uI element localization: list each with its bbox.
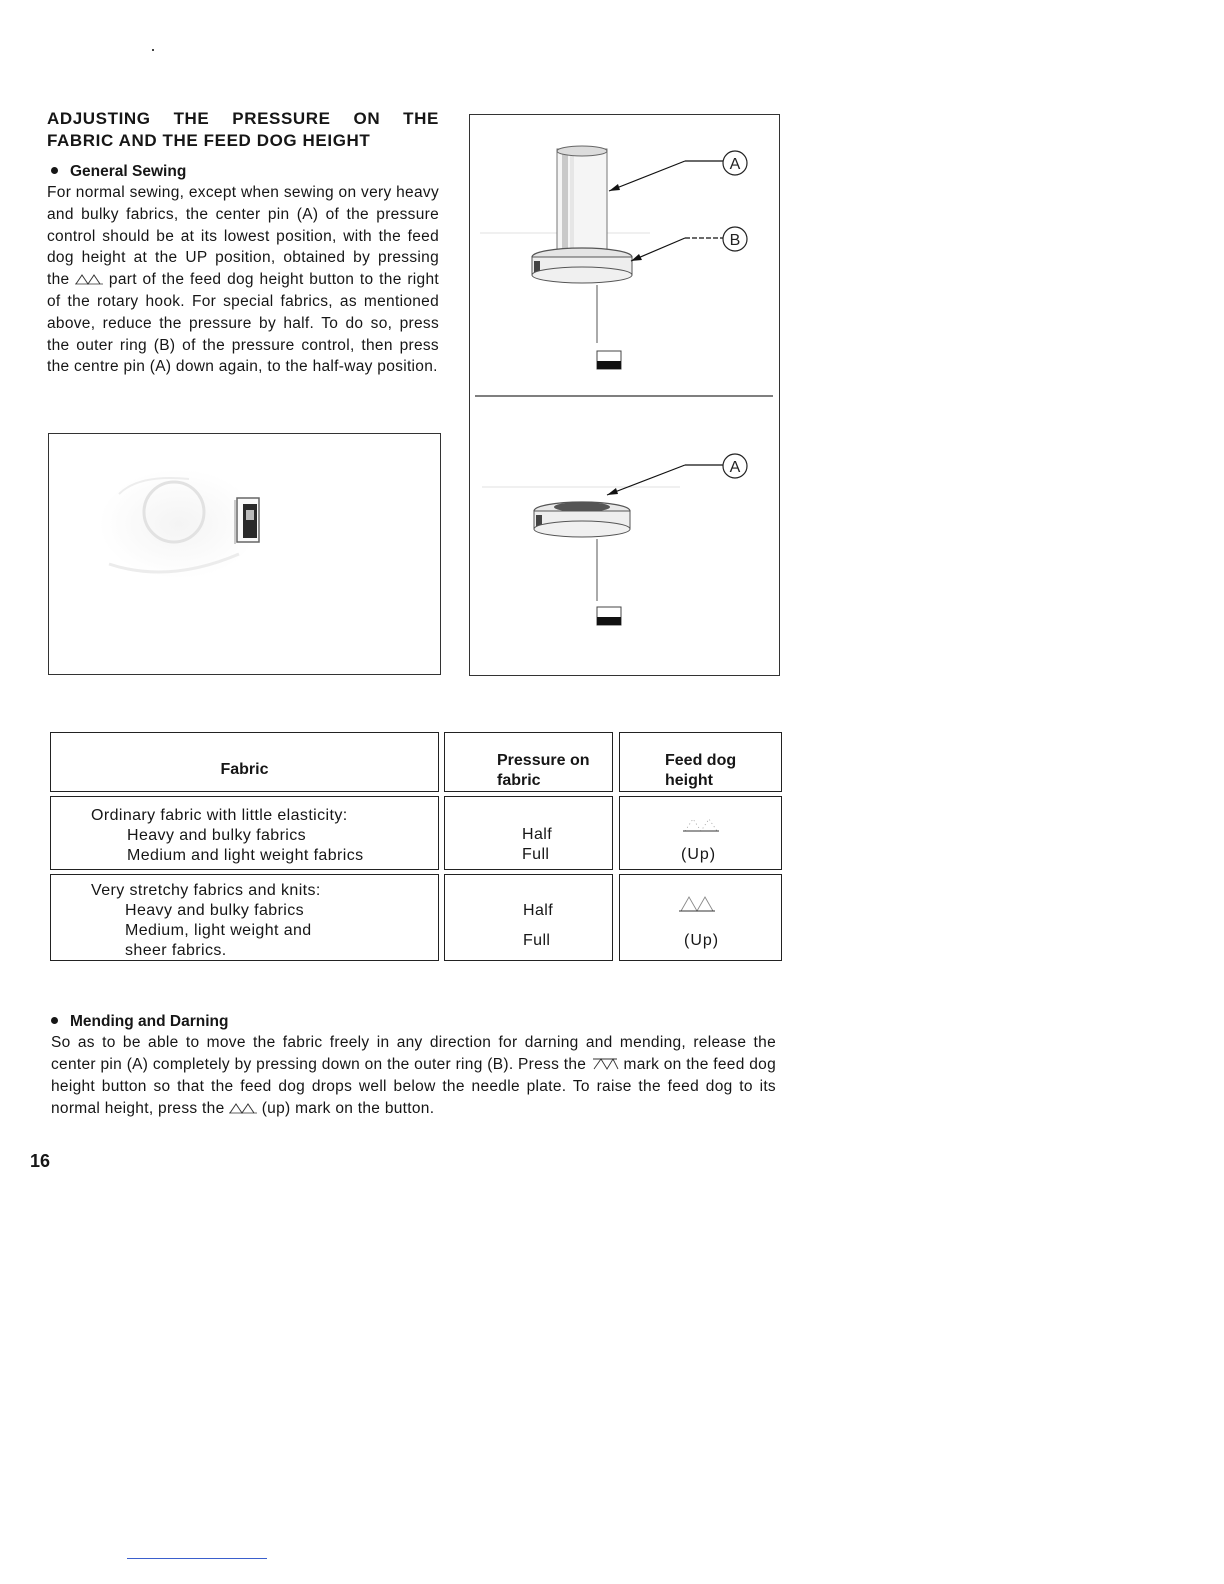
scan-speck: [152, 49, 154, 51]
table-row-ordinary-feed: (Up): [619, 796, 782, 870]
table-row-stretchy-feed: (Up): [619, 874, 782, 961]
general-sewing-heading: General Sewing: [51, 162, 186, 182]
general-sewing-paragraph: For normal sewing, except when sewing on very heavy and bulky fabrics, the center pin (A) of the pressure control should be at its lowest position, with the feed dog height at the UP position, obtained by pressing the part of the feed dog height button to the right of the rotary hook. For special fabrics, as mentioned above, reduce the pressure by half. To do so, press the outer ring (B) of the pressure control, then press the centre pin (A) down again, to the half-way position.: [47, 184, 440, 376]
label-a-bottom: A: [729, 459, 741, 476]
mending-paragraph: So as to be able to move the fabric freely in any direction for darning and mending, release the center pin (A) completely by pressing down on the outer ring (B). Press the mark on the feed dog height button so that the feed dog drops well below the needle plate. To raise the feed dog to its normal height, press the (up) mark on the button.: [51, 1034, 777, 1117]
mending-heading: Mending and Darning: [51, 1012, 228, 1032]
pressure-control-diagram: [469, 114, 780, 676]
feed-dog-up-icon: [75, 273, 103, 285]
table-row-ordinary-fabric: Ordinary fabric with little elasticity: Heavy and bulky fabrics Medium and light weight fabrics: [50, 796, 439, 870]
label-b: B: [729, 232, 741, 249]
table-header-feed-dog: Feed dog height: [619, 732, 782, 792]
table-header-fabric: Fabric: [50, 732, 439, 792]
label-a-top: A: [729, 156, 741, 173]
table-row-ordinary-pressure: Half Full: [444, 796, 613, 870]
feed-dog-up-icon: [229, 1102, 257, 1114]
feed-dog-up-icon: [677, 893, 717, 915]
bullet-icon: [51, 167, 58, 174]
table-row-stretchy-fabric: Very stretchy fabrics and knits: Heavy and bulky fabrics Medium, light weight and sheer fabrics.: [50, 874, 439, 961]
table-header-pressure: Pressure on fabric: [444, 732, 613, 792]
page-number: 16: [30, 1151, 51, 1171]
table-row-stretchy-pressure: Half Full: [444, 874, 613, 961]
footer-rule: [127, 1558, 267, 1559]
feed-dog-down-icon: [591, 1058, 619, 1070]
machine-photo: [48, 433, 441, 675]
feed-dog-up-icon: [681, 815, 721, 835]
section-title-line2: FABRIC AND THE FEED DOG HEIGHT: [47, 131, 371, 150]
pressure-control-illustration: [470, 115, 778, 674]
bullet-icon: [51, 1017, 58, 1024]
section-title-line1: ADJUSTING THE PRESSURE ON THE: [47, 109, 439, 128]
rotary-hook-photo-icon: [49, 434, 439, 673]
